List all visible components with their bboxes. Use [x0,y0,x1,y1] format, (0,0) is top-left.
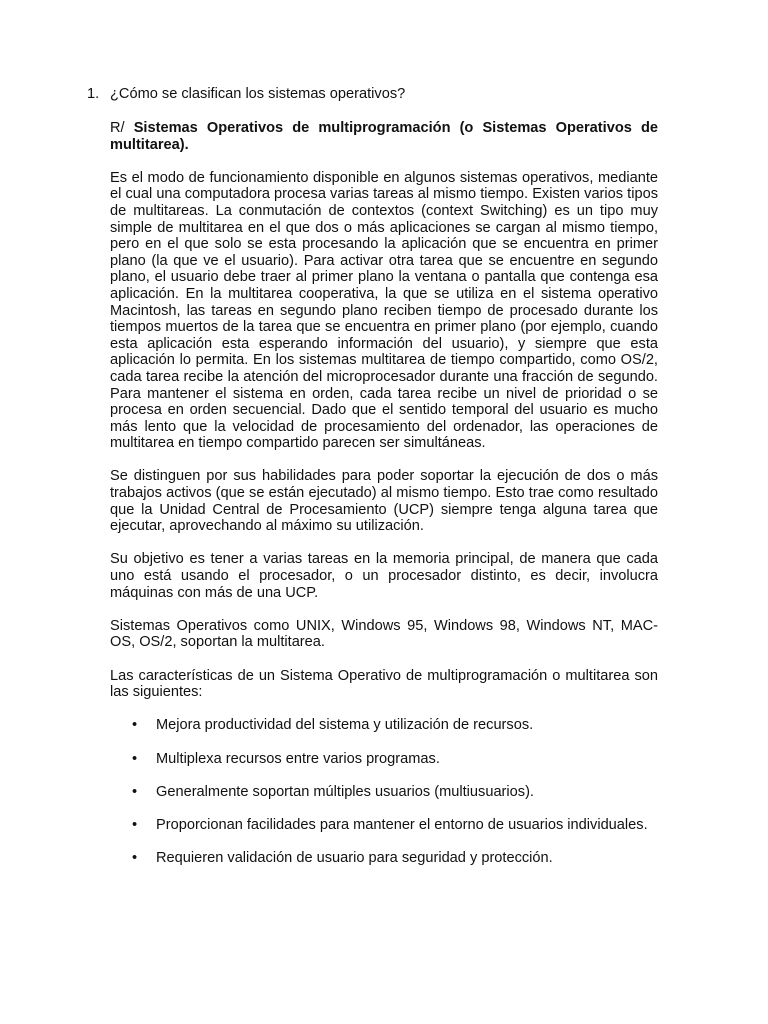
list-item [110,784,658,801]
list-item-text: Requieren validación de usuario para seguridad y protección. [156,850,553,867]
list-item-text: Proporcionan facilidades para mantener el entorno de usuarios individuales. [156,816,648,833]
list-item [110,850,658,867]
paragraph-objective: Su objetivo es tener a varias tareas en la memoria principal, de manera que cada uno está usando el procesador, o un procesador distinto, es decir, involucra máquinas con más de una UCP. [110,551,658,601]
features-list [110,717,658,866]
list-item [110,717,658,734]
bullet-icon: • [132,783,138,800]
bullet-icon: • [132,850,138,867]
list-item-text: Generalmente soportan múltiples usuarios (multiusuarios). [156,783,534,800]
bullet-icon: • [132,816,138,833]
answer-prefix: R/ [110,120,134,136]
paragraph-features-intro: Las características de un Sistema Operativo de multiprogramación o multitarea son las siguientes: [110,667,658,701]
list-item-text: Mejora productividad del sistema y utilización de recursos. [156,717,534,734]
question-number: 1. [87,86,100,102]
list-item [110,751,658,768]
list-item [110,817,658,834]
answer-heading [110,120,658,153]
paragraph-examples: Sistemas Operativos como UNIX, Windows 95, Windows 98, Windows NT, MAC-OS, OS/2, soportan la multitarea. [110,617,658,651]
answer-body [110,120,658,883]
list-item-text: Multiplexa recursos entre varios programas. [156,750,440,767]
bullet-icon: • [132,750,138,767]
question-text: ¿Cómo se clasifican los sistemas operativos? [110,86,406,102]
bullet-icon: • [132,717,138,734]
answer-heading-text: Sistemas Operativos de multiprogramación (o Sistemas Operativos de multitarea) [110,120,658,153]
paragraph-multitasking-modes: Es el modo de funcionamiento disponible en algunos sistemas operativos, mediante el cual una computadora procesa varias tareas al mismo tiempo. Existen varios tipos de multitareas. La conmutación de contextos (context Switching) es un tipo muy simple de multitarea en el que dos o más aplicaciones se cargan al mismo tiempo, pero en el que solo se esta procesando la aplicación que se encuentra en primer plano (la que ve el usuario). Para activar otra tarea que se encuentre en segundo plano, el usuario debe traer al primer plano la ventana o pantalla que contenga esa aplicación. En la multitarea cooperativa, la que se utiliza en el sistema operativo Macintosh, las tareas en segundo plano reciben tiempo de procesado durante los tiempos muertos de la tarea que se encuentra en primer plano (por ejemplo, cuando esta aplicación esta esperando información del usuario), y siempre que esta aplicación lo permita. En los sistemas multitarea de tiempo compartido, como OS/2, cada tarea recibe la atención del microprocesador durante una fracción de segundo. Para mantener el sistema en orden, cada tarea recibe un nivel de prioridad o se procesa en orden secuencial. Dado que el sentido temporal del usuario es mucho más lento que la velocidad de procesamiento del ordenador, las operaciones de multitarea en tiempo compartido parecen ser simultáneas. [110,169,658,452]
paragraph-abilities: Se distinguen por sus habilidades para poder soportar la ejecución de dos o más trabajos activos (que se están ejecutado) al mismo tiempo. Esto trae como resultado que la Unidad Central de Procesamiento (UCP) siempre tenga alguna tarea que ejecutar, aprovechando al máximo su utilización. [110,468,658,535]
answer-heading-end: . [184,136,189,153]
